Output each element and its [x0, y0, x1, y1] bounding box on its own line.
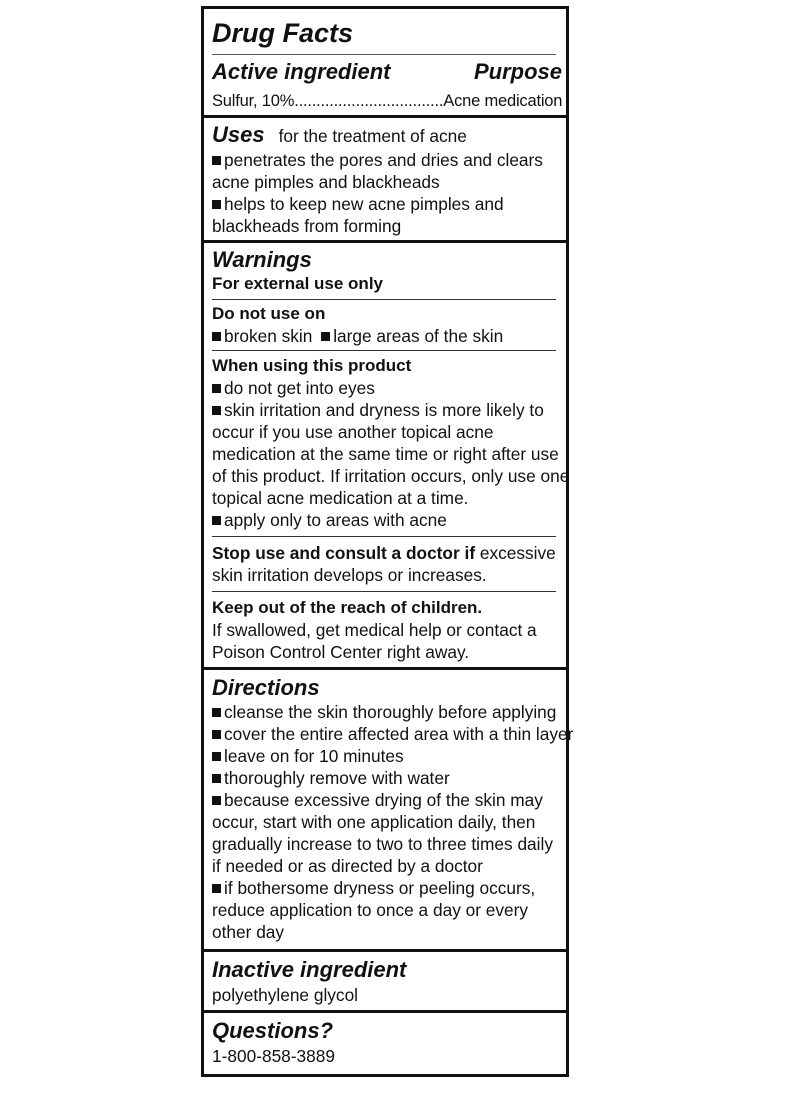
bullet-icon	[212, 752, 221, 761]
directions-line: if bothersome dryness or peeling occurs,	[212, 877, 535, 899]
questions-heading: Questions?	[212, 1018, 334, 1043]
when-using-line: skin irritation and dryness is more likely to	[212, 399, 544, 421]
bullet-icon	[212, 516, 221, 525]
divider	[212, 536, 556, 537]
bullet-icon	[212, 774, 221, 783]
drug-facts-panel	[201, 6, 574, 1077]
uses-heading	[212, 122, 467, 149]
divider	[212, 591, 556, 592]
bullet-icon	[212, 796, 221, 805]
external-use-text: For external use only	[212, 274, 383, 293]
stop-use-line: Stop use and consult a doctor if excessive	[212, 543, 556, 563]
uses-line: helps to keep new acne pimples and	[212, 193, 504, 215]
bullet-icon	[212, 200, 221, 209]
when-using-line: apply only to areas with acne	[212, 509, 447, 531]
active-ingredient-heading: Active ingredient	[212, 59, 391, 84]
section-divider	[204, 667, 566, 670]
active-ingredient-line	[212, 90, 562, 112]
questions-phone: 1-800-858-3889	[212, 1046, 335, 1066]
section-divider	[204, 1010, 566, 1013]
directions-heading: Directions	[212, 675, 320, 700]
directions-line: leave on for 10 minutes	[212, 745, 404, 767]
drug-facts-title: Drug Facts	[212, 18, 354, 48]
when-using-line: of this product. If irritation occurs, only use one	[212, 466, 570, 486]
when-using-line: topical acne medication at a time.	[212, 488, 469, 508]
inactive-ingredient-value: polyethylene glycol	[212, 985, 359, 1005]
divider	[212, 350, 556, 351]
when-using-line: occur if you use another topical acne	[212, 422, 494, 442]
when-using-line: medication at the same time or right after use	[212, 444, 559, 464]
directions-line: occur, start with one application daily, then	[212, 812, 536, 832]
directions-line: if needed or as directed by a doctor	[212, 856, 483, 876]
stop-use-line: skin irritation develops or increases.	[212, 565, 487, 585]
directions-line: reduce application to once a day or every	[212, 900, 529, 920]
uses-line: penetrates the pores and dries and clears	[212, 149, 543, 171]
warnings-heading: Warnings	[212, 247, 312, 272]
keep-out-line: If swallowed, get medical help or contact a	[212, 620, 537, 640]
bullet-icon	[212, 884, 221, 893]
inactive-ingredient-heading: Inactive ingredient	[212, 957, 407, 982]
bullet-icon	[321, 332, 330, 341]
keep-out-line: Poison Control Center right away.	[212, 642, 470, 662]
stop-use-heading: Stop use and consult a doctor if	[212, 543, 476, 563]
directions-line: thoroughly remove with water	[212, 767, 450, 789]
when-using-line: do not get into eyes	[212, 377, 375, 399]
divider	[212, 299, 556, 300]
bullet-icon	[212, 156, 221, 165]
keep-out-heading: Keep out of the reach of children.	[212, 598, 483, 617]
section-divider	[204, 115, 566, 118]
directions-line: gradually increase to two to three times daily	[212, 834, 553, 854]
divider	[212, 54, 556, 55]
active-ingredient-value: Sulfur, 10%	[212, 92, 295, 110]
bullet-icon	[212, 384, 221, 393]
directions-line: other day	[212, 922, 285, 942]
section-divider	[204, 949, 566, 952]
directions-line: because excessive drying of the skin may	[212, 789, 543, 811]
uses-title: Uses	[212, 122, 265, 147]
when-using-heading: When using this product	[212, 356, 412, 375]
do-not-use-items: broken skin large areas of the skin	[212, 325, 503, 347]
do-not-use-heading: Do not use on	[212, 304, 326, 323]
leader-dots: ..................................	[294, 92, 444, 110]
uses-intro: for the treatment of acne	[278, 126, 467, 146]
bullet-icon	[212, 730, 221, 739]
bullet-icon	[212, 406, 221, 415]
section-divider	[204, 240, 566, 243]
purpose-heading: Purpose	[473, 59, 562, 84]
uses-line: blackheads from forming	[212, 216, 402, 236]
directions-line: cover the entire affected area with a thin layer	[212, 723, 573, 745]
bullet-icon	[212, 708, 221, 717]
directions-line: cleanse the skin thoroughly before applying	[212, 701, 556, 723]
bullet-icon	[212, 332, 221, 341]
purpose-value: Acne medication	[443, 92, 563, 110]
uses-line: acne pimples and blackheads	[212, 172, 440, 192]
